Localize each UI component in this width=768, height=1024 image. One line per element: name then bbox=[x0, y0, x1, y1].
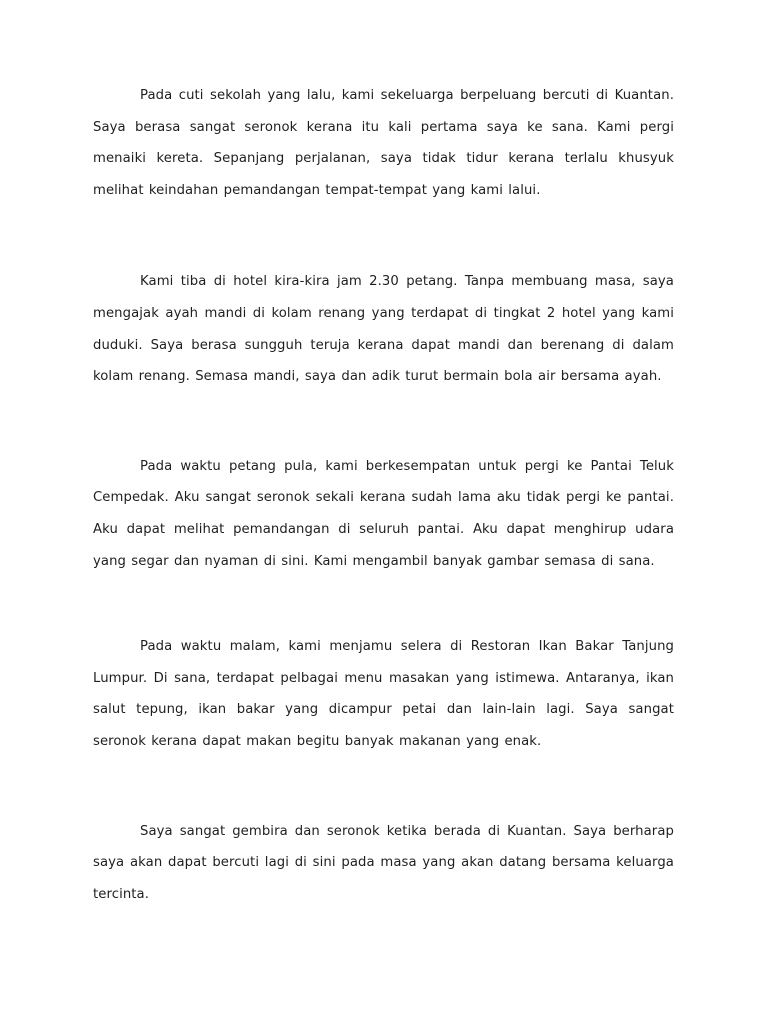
paragraph-dinner: Pada waktu malam, kami menjamu selera di Restoran Ikan Bakar Tanjung Lumpur. Di sana, terdapat pelbagai menu masakan yang istimewa. Antaranya, ikan salut tepung, ikan bakar yang dicampur petai dan lain-lain lagi. Saya sangat seronok kerana dapat makan begitu banyak makanan yang enak. bbox=[93, 639, 674, 749]
paragraph-hotel-swimming: Kami tiba di hotel kira-kira jam 2.30 petang. Tanpa membuang masa, saya mengajak ayah mandi di kolam renang yang terdapat di tingkat 2 hotel yang kami duduki. Saya berasa sungguh teruja kerana dapat mandi dan berenang di dalam kolam renang. Semasa mandi, saya dan adik turut bermain bola air bersama ayah. bbox=[93, 274, 674, 385]
paragraph-conclusion: Saya sangat gembira dan seronok ketika berada di Kuantan. Saya berharap saya akan dapat bercuti lagi di sini pada masa yang akan datang bersama keluarga tercinta. bbox=[93, 823, 674, 902]
paragraph-school-holiday: Pada cuti sekolah yang lalu, kami sekeluarga berpeluang bercuti di Kuantan. Saya berasa sangat seronok kerana itu kali pertama saya ke sana. Kami pergi menaiki kereta. Sepanjang perjalanan, saya tidak tidur kerana terlalu khusyuk melihat keindahan pemandangan tempat-tempat yang kami lalui. bbox=[93, 88, 674, 198]
paragraph-beach-visit: Pada waktu petang pula, kami berkesempatan untuk pergi ke Pantai Teluk Cempedak. Aku sangat seronok sekali kerana sudah lama aku tidak pergi ke pantai. Aku dapat melihat pemandangan di seluruh pantai. Aku dapat menghirup udara yang segar dan nyaman di sini. Kami mengambil banyak gambar semasa di sana. bbox=[93, 458, 674, 569]
